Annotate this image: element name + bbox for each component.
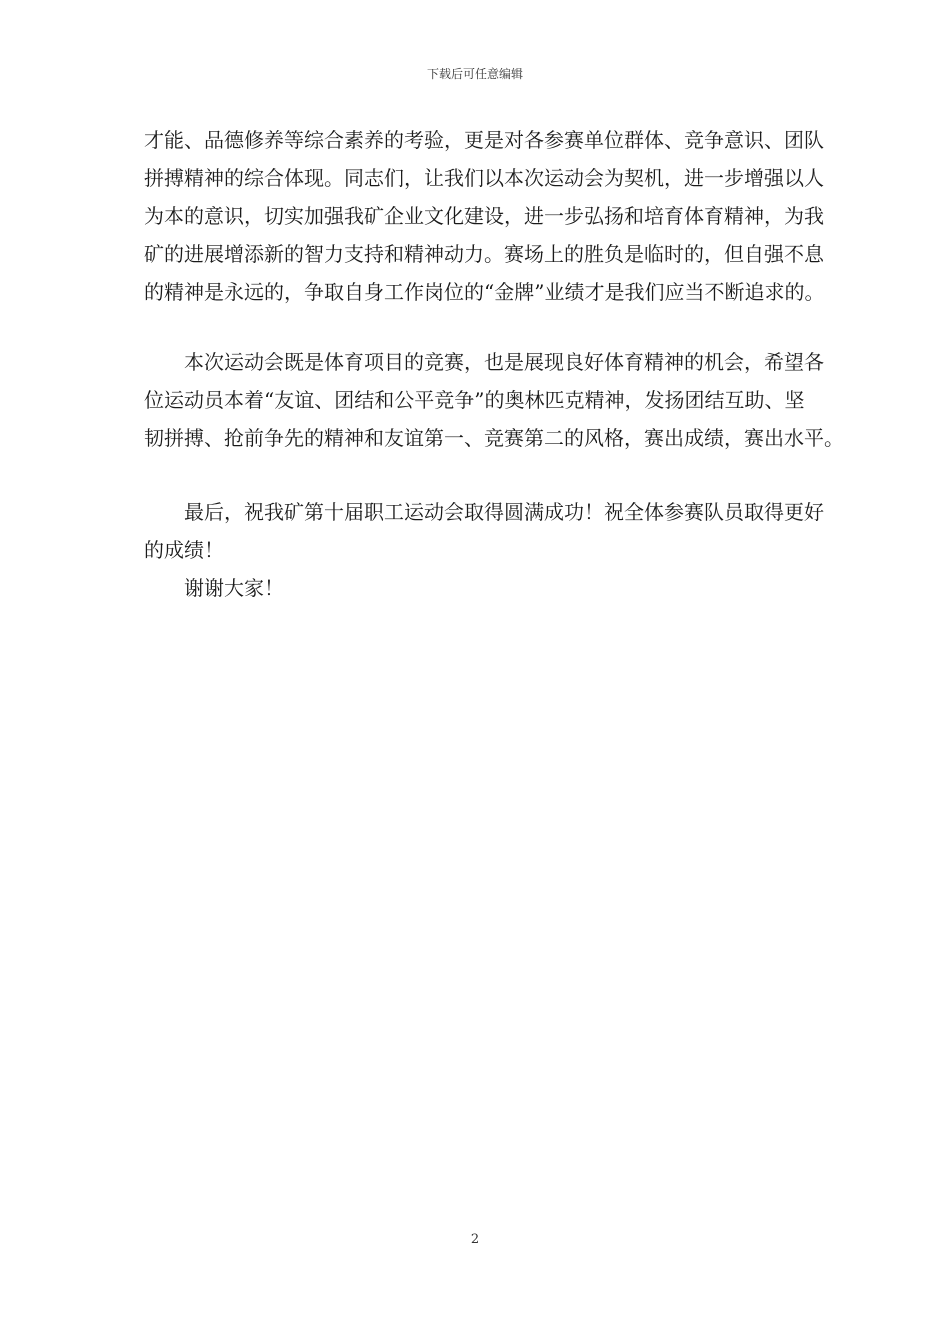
paragraph-line: 为本的意识，切实加强我矿企业文化建设，进一步弘扬和培育体育精神，为我 [144, 204, 824, 228]
paragraph-line: 位运动员本着“友谊、团结和公平竞争”的奥林匹克精神，发扬团结互助、坚 [144, 388, 805, 412]
paragraph-line: 的精神是永远的，争取自身工作岗位的“金牌”业绩才是我们应当不断追求的。 [144, 280, 825, 304]
paragraph-line: 矿的进展增添新的智力支持和精神动力。赛场上的胜负是临时的，但自强不息 [144, 242, 824, 266]
paragraph-line: 的成绩！ [144, 538, 224, 562]
paragraph-line: 才能、品德修养等综合素养的考验，更是对各参赛单位群体、竞争意识、团队 [144, 128, 824, 152]
paragraph-line: 拼搏精神的综合体现。同志们，让我们以本次运动会为契机，进一步增强以人 [144, 166, 824, 190]
page-number: 2 [470, 1232, 480, 1247]
page-header: 下载后可任意编辑 [426, 67, 523, 81]
paragraph-line: 韧拼搏、抢前争先的精神和友谊第一、竞赛第二的风格，赛出成绩，赛出水平。 [144, 426, 844, 450]
paragraph-line: 最后，祝我矿第十届职工运动会取得圆满成功！祝全体参赛队员取得更好 [184, 500, 824, 524]
paragraph-line: 谢谢大家！ [184, 576, 284, 600]
paragraph-line: 本次运动会既是体育项目的竞赛，也是展现良好体育精神的机会，希望各 [184, 350, 824, 374]
